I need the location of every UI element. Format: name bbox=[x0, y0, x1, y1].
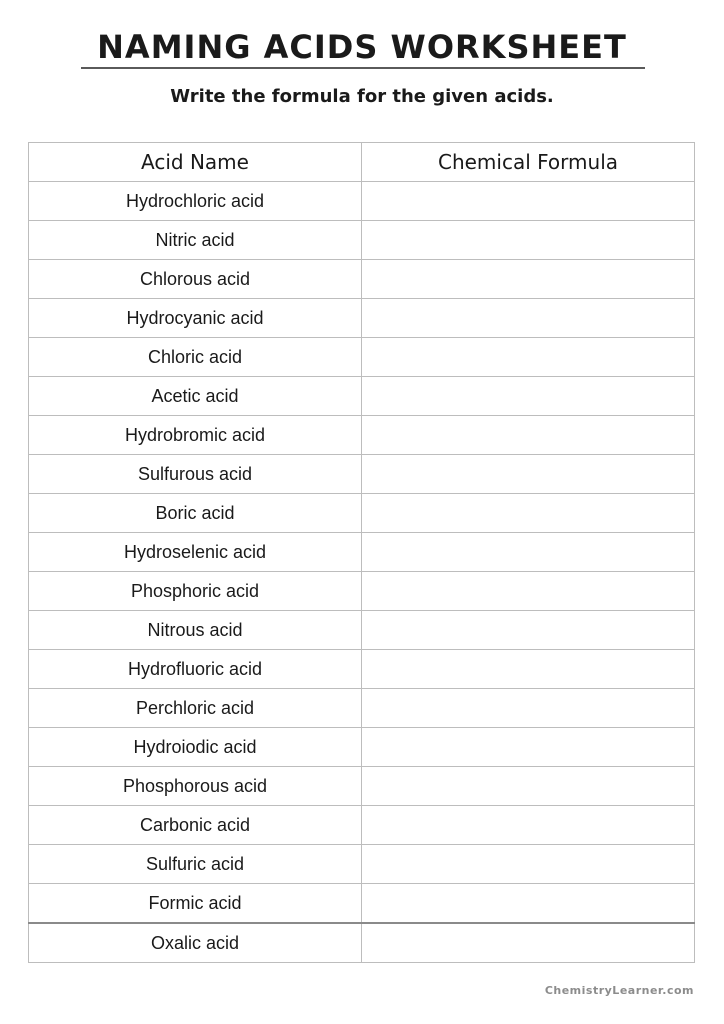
chemical-formula-cell[interactable] bbox=[362, 455, 695, 494]
table-row bbox=[29, 338, 695, 377]
acid-name-cell: Hydrofluoric acid bbox=[29, 650, 362, 689]
acid-name-cell: Acetic acid bbox=[29, 377, 362, 416]
acid-name-cell: Hydroiodic acid bbox=[29, 728, 362, 767]
acids-table bbox=[28, 142, 695, 963]
worksheet-title: NAMING ACIDS WORKSHEET bbox=[97, 28, 627, 66]
table-header-row bbox=[29, 143, 695, 182]
acid-name-cell: Phosphorous acid bbox=[29, 767, 362, 806]
table-row bbox=[29, 260, 695, 299]
acid-name-cell: Sulfuric acid bbox=[29, 845, 362, 884]
acid-name-cell: Boric acid bbox=[29, 494, 362, 533]
table-row bbox=[29, 533, 695, 572]
chemical-formula-cell[interactable] bbox=[362, 611, 695, 650]
table-row bbox=[29, 377, 695, 416]
chemical-formula-cell[interactable] bbox=[362, 728, 695, 767]
title-underline bbox=[81, 67, 645, 69]
chemical-formula-cell[interactable] bbox=[362, 299, 695, 338]
chemical-formula-cell[interactable] bbox=[362, 650, 695, 689]
table-row bbox=[29, 767, 695, 806]
acid-name-cell: Perchloric acid bbox=[29, 689, 362, 728]
chemical-formula-cell[interactable] bbox=[362, 221, 695, 260]
chemical-formula-cell[interactable] bbox=[362, 338, 695, 377]
acid-name-cell: Hydrobromic acid bbox=[29, 416, 362, 455]
table-row bbox=[29, 572, 695, 611]
table-row bbox=[29, 728, 695, 767]
worksheet-instruction: Write the formula for the given acids. bbox=[170, 86, 554, 107]
table-row bbox=[29, 845, 695, 884]
acid-name-cell: Phosphoric acid bbox=[29, 572, 362, 611]
chemical-formula-cell[interactable] bbox=[362, 494, 695, 533]
acid-name-cell: Formic acid bbox=[29, 884, 362, 924]
chemical-formula-cell[interactable] bbox=[362, 533, 695, 572]
table-row bbox=[29, 611, 695, 650]
chemical-formula-cell[interactable] bbox=[362, 767, 695, 806]
table-row bbox=[29, 455, 695, 494]
table-row bbox=[29, 884, 695, 924]
chemical-formula-cell[interactable] bbox=[362, 845, 695, 884]
chemical-formula-cell[interactable] bbox=[362, 416, 695, 455]
acid-name-cell: Chloric acid bbox=[29, 338, 362, 377]
chemical-formula-cell[interactable] bbox=[362, 884, 695, 924]
acid-name-cell: Carbonic acid bbox=[29, 806, 362, 845]
chemical-formula-cell[interactable] bbox=[362, 377, 695, 416]
table-body bbox=[29, 182, 695, 963]
table-row bbox=[29, 806, 695, 845]
chemical-formula-cell[interactable] bbox=[362, 182, 695, 221]
acid-name-cell: Hydrocyanic acid bbox=[29, 299, 362, 338]
acid-name-cell: Chlorous acid bbox=[29, 260, 362, 299]
table-row bbox=[29, 182, 695, 221]
acid-name-cell: Sulfurous acid bbox=[29, 455, 362, 494]
acid-name-cell: Nitrous acid bbox=[29, 611, 362, 650]
table-row bbox=[29, 221, 695, 260]
header-chemical-formula: Chemical Formula bbox=[362, 143, 695, 182]
table-row bbox=[29, 650, 695, 689]
acid-name-cell: Nitric acid bbox=[29, 221, 362, 260]
acid-name-cell: Hydroselenic acid bbox=[29, 533, 362, 572]
chemical-formula-cell[interactable] bbox=[362, 689, 695, 728]
acid-name-cell: Oxalic acid bbox=[29, 923, 362, 963]
table-row bbox=[29, 494, 695, 533]
table-row bbox=[29, 689, 695, 728]
chemical-formula-cell[interactable] bbox=[362, 572, 695, 611]
chemical-formula-cell[interactable] bbox=[362, 923, 695, 963]
chemical-formula-cell[interactable] bbox=[362, 806, 695, 845]
table-row bbox=[29, 416, 695, 455]
footer-credit: ChemistryLearner.com bbox=[544, 984, 694, 997]
acid-name-cell: Hydrochloric acid bbox=[29, 182, 362, 221]
header-acid-name: Acid Name bbox=[29, 143, 362, 182]
table-row bbox=[29, 923, 695, 963]
chemical-formula-cell[interactable] bbox=[362, 260, 695, 299]
table-row bbox=[29, 299, 695, 338]
